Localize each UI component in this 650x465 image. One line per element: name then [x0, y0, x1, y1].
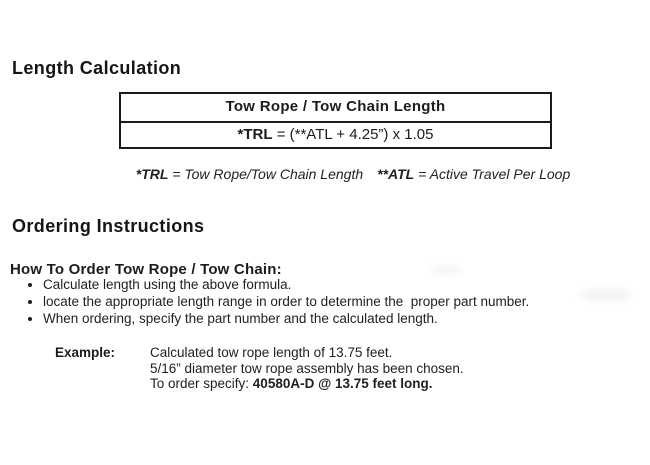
- list-item: [43, 310, 529, 327]
- example-body: [150, 345, 464, 392]
- step-calculate-length: Calculate length using the above formula.: [43, 277, 292, 292]
- example-line-order-specify: [150, 376, 464, 392]
- example-label: Example:: [55, 345, 116, 360]
- ordering-steps-list: [26, 276, 529, 327]
- formula-trl-abbr: *TRL: [237, 126, 273, 143]
- step-specify-part-number: When ordering, specify the part number and the calculated length.: [43, 311, 438, 326]
- footnote-atl-abbr: **ATL: [377, 166, 415, 182]
- formula-table-formula-row: [121, 123, 550, 147]
- footnote-trl-abbr: *TRL: [135, 166, 169, 182]
- ordering-instructions-heading: Ordering Instructions: [12, 216, 205, 236]
- list-item: [43, 276, 529, 293]
- formula-table-header: Tow Rope / Tow Chain Length: [121, 94, 550, 123]
- scan-artifact: [430, 266, 460, 274]
- scan-artifact: [580, 288, 632, 302]
- how-to-order-subheading: How To Order Tow Rope / Tow Chain:: [10, 261, 282, 278]
- footnote-trl-definition: = Tow Rope/Tow Chain Length: [168, 166, 364, 182]
- formula-footnote: [0, 166, 650, 182]
- formula-expression: = (**ATL + 4.25”) x 1.05: [272, 126, 434, 143]
- example-line-diameter-chosen: 5/16” diameter tow rope assembly has been chosen.: [150, 360, 464, 376]
- footnote-atl-definition: = Active Travel Per Loop: [414, 166, 571, 182]
- length-calculation-heading: Length Calculation: [12, 58, 182, 78]
- example-line-calculated-length: Calculated tow rope length of 13.75 feet.: [150, 345, 393, 360]
- order-part-number: 40580A-D @ 13.75 feet long.: [252, 376, 433, 391]
- tow-length-formula-table: [119, 92, 552, 149]
- list-item: [43, 293, 529, 310]
- step-locate-length-range: locate the appropriate length range in order to determine the proper part number.: [43, 294, 530, 309]
- order-specify-prefix: To order specify:: [150, 376, 253, 391]
